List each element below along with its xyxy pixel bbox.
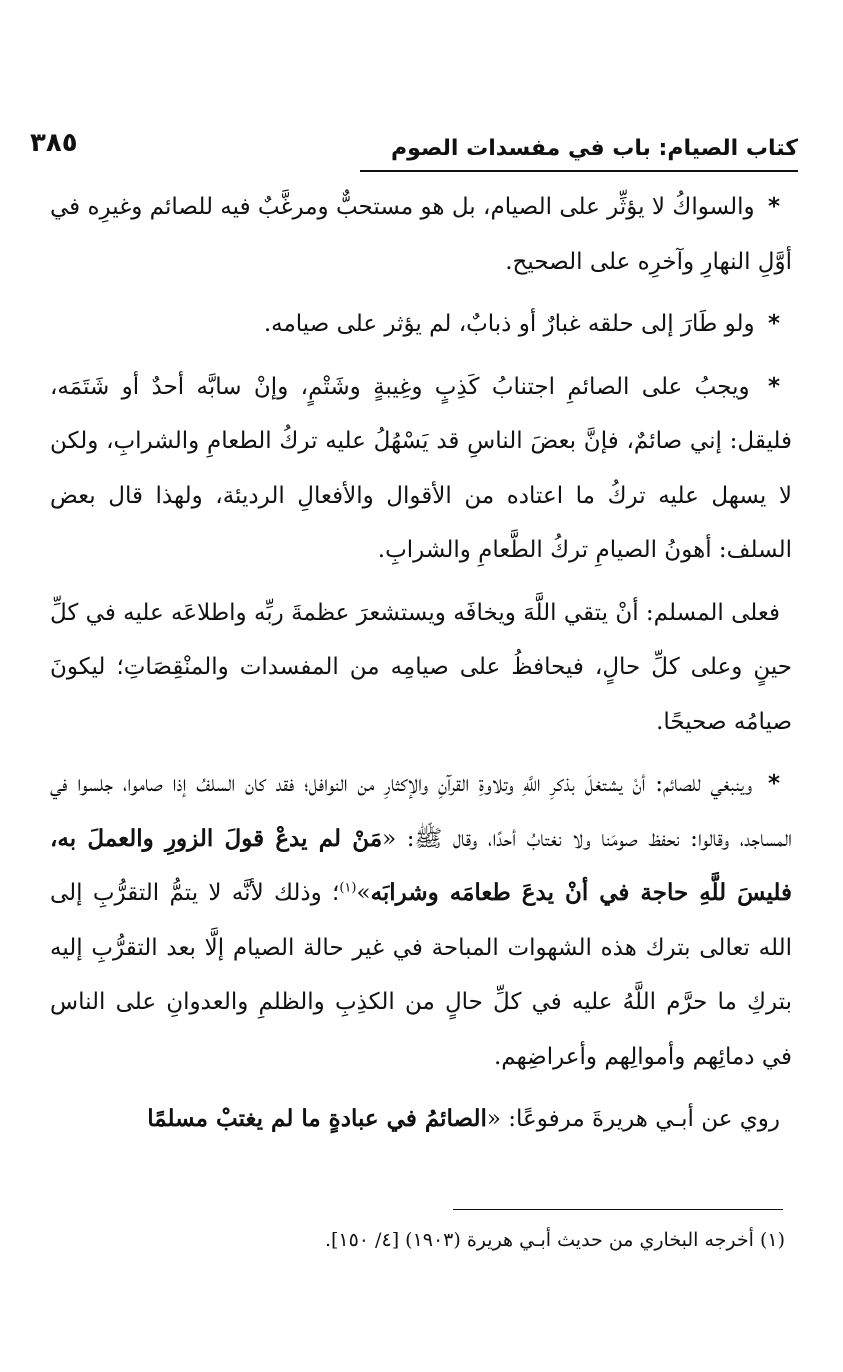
paragraph-text: وينبغي للصائم: أنْ يشتغلَ بذكرِ اللَّهِ وتلاوةِ القرآنِ والإكثارِ من النوافل؛ فقد كان السلفُ إذا صاموا، جلسوا في المساجد، وقالوا: نحفظ صومَنا ولا نغتابُ أحدًا، وقال ﷺ: « <box>50 771 792 852</box>
bullet-star: * <box>767 194 780 220</box>
footnote-rule <box>453 1209 783 1210</box>
paragraph-siwak <box>50 180 792 289</box>
quote-close: » <box>356 880 371 906</box>
bullet-star: * <box>767 373 780 400</box>
paragraph-dust <box>50 297 792 352</box>
page-body <box>50 180 792 1147</box>
paragraph-text: ولو طَارَ إلى حلقه غبارٌ أو ذبابٌ، لم يؤثر على صيامه. <box>263 311 755 337</box>
running-title: كتاب الصيام: باب في مفسدات الصوم <box>391 136 798 161</box>
paragraph-muslim-duty <box>50 586 792 750</box>
header-rule <box>360 170 798 172</box>
footnote <box>200 1222 785 1258</box>
bullet-star: * <box>767 771 780 797</box>
footnote-text: أخرجه البخاري من حديث أبـي هريرة (١٩٠٣) [٤/ ١٥٠]. <box>324 1229 754 1251</box>
paragraph-avoid-lying <box>50 360 792 578</box>
footnote-ref[interactable]: (١) <box>339 880 357 896</box>
hadith-quote: مَنْ لم يدعْ قولَ الزورِ والعملَ به، فليسَ للَّهِ حاجة في أنْ يدعَ طعامَه وشرابَه <box>50 824 793 906</box>
page-number: ٣٨٥ <box>30 128 78 158</box>
footnote-marker: (١) <box>759 1229 785 1251</box>
paragraph-text: ويجبُ على الصائمِ اجتنابُ كَذِبٍ وغِيبةٍ وشَتْمٍ، وإنْ سابَّه أحدٌ أو شَتَمَه، فليقل: إني صائمٌ، فإنَّ بعضَ الناسِ قد يَسْهُلُ عليه تركُ الطعامِ والشرابِ، ولكن لا يسهل عليه تركُ ما اعتاده من الأقوال والأفعالِ الرديئة، ولهذا قال بعض السلف: أهونُ الصيامِ تركُ الطَّعامِ والشرابِ. <box>50 373 792 563</box>
paragraph-text: روي عن أبـي هريرةَ مرفوعًا: « <box>486 1106 780 1132</box>
page-header <box>30 120 798 172</box>
paragraph-text: ؛ وذلك لأنَّه لا يتمُّ التقرُّبِ إلى الله تعالى بترك هذه الشهوات المباحة في غير حالة الصيام إلَّا بعد التقرُّبِ إليه بتركِ ما حرَّم اللَّهُ عليه في كلِّ حالٍ من الكذِبِ والظلمِ والعدوانِ على الناس في دمائِهم وأموالِهم وأعراضِهم. <box>50 880 792 1070</box>
paragraph-remembrance <box>50 757 792 1084</box>
paragraph-text: فعلى المسلم: أنْ يتقي اللَّهَ ويخافَه ويستشعرَ عظمةَ ربِّه واطلاعَه عليه في كلِّ حينٍ وعلى كلِّ حالٍ، فيحافظُ على صيامِه من المفسدات والمنْقِصَاتِ؛ ليكونَ صيامُه صحيحًا. <box>49 599 792 735</box>
bullet-star: * <box>767 311 780 337</box>
paragraph-text: والسواكُ لا يؤثِّر على الصيام، بل هو مستحبٌّ ومرغَّبٌ فيه للصائم وغيرِه في أوَّلِ النهارِ وآخرِه على الصحيح. <box>50 194 792 275</box>
hadith-quote: الصائمُ في عبادةٍ ما لم يغتبْ مسلمًا <box>147 1105 487 1132</box>
paragraph-abu-hurayra <box>50 1092 792 1147</box>
